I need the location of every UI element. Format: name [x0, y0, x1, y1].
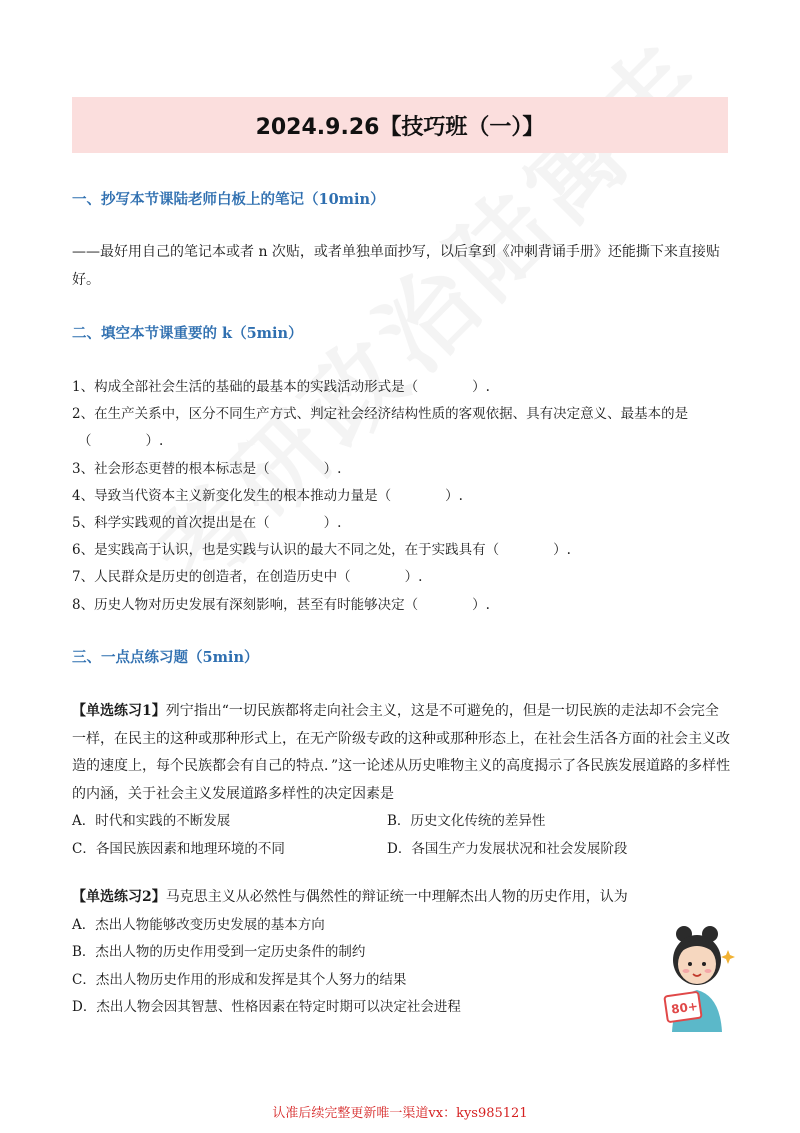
section-1-note: ——最好用自己的笔记本或者 n 次贴，或者单独单面抄写，以后拿到《冲刺背诵手册》还能撕下来直接贴好。 — [72, 244, 720, 288]
exercise-1-option-a[interactable]: A．时代和实践的不断发展 — [72, 813, 231, 829]
exercise-1-option-b[interactable]: B．历史文化传统的差异性 — [387, 813, 546, 829]
question-8: 8、历史人物对历史发展有深刻影响，甚至有时能够决定（ ）. — [72, 596, 490, 613]
question-4: 4、导致当代资本主义新变化发生的根本推动力量是（ ）. — [72, 487, 463, 504]
exercise-2-stem — [72, 884, 732, 912]
exercise-1-option-d[interactable]: D．各国生产力发展状况和社会发展阶段 — [387, 840, 628, 857]
exercise-2-options — [72, 912, 732, 1022]
exercise-2 — [72, 884, 732, 1022]
exercise-1-text: 列宁指出“一切民族都将走向社会主义，这是不可避免的，但是一切民族的走法却不会完全一样，在民主的这种或那种形式上，在无产阶级专政的这种或那种形态上，在社会生活各方面的社会主义改造的速度上，每个民族都会有自己的特点．”这一论述从历史唯物主义的高度揭示了各民族发展道路的多样性的内涵，关于社会主义发展道路多样性的决定因素是 — [72, 703, 731, 802]
question-1: 1、构成全部社会生活的基础的最基本的实践活动形式是（ ）. — [72, 379, 490, 395]
exercise-2-option-b[interactable]: B．杰出人物的历史作用受到一定历史条件的制约 — [72, 944, 366, 960]
exercise-1 — [72, 698, 732, 863]
section-3-heading: 三、一点点练习题（5min） — [72, 649, 259, 666]
exercise-2-text: 马克思主义从必然性与偶然性的辩证统一中理解杰出人物的历史作用，认为 — [165, 889, 628, 905]
footer-notice: 认准后续完整更新唯一渠道vx：kys985121 — [272, 1106, 528, 1121]
mascot-badge: 80+ — [670, 999, 699, 1017]
question-3: 3、社会形态更替的根本标志是（ ）. — [72, 460, 342, 477]
exercise-1-option-c[interactable]: C．各国民族因素和地理环境的不同 — [72, 840, 285, 857]
question-2: 2、在生产关系中，区分不同生产方式、判定社会经济结构性质的客观依据、具有决定意义、最基本的是 — [72, 406, 689, 423]
title-banner — [72, 97, 728, 153]
exercise-2-option-c[interactable]: C．杰出人物历史作用的形成和发挥是其个人努力的结果 — [72, 971, 407, 988]
question-2-blank: （ ）. — [78, 433, 164, 450]
exercise-1-options — [72, 808, 732, 863]
section-1-heading: 一、抄写本节课陆老师白板上的笔记（10min） — [72, 191, 385, 208]
question-7: 7、人民群众是历史的创造者，在创造历史中（ ）. — [72, 569, 423, 586]
question-6: 6、是实践高于认识，也是实践与认识的最大不同之处，在于实践具有（ ）. — [72, 542, 571, 559]
exercise-1-tag: 【单选练习1】 — [72, 703, 166, 719]
exercise-2-tag: 【单选练习2】 — [72, 889, 166, 905]
section-2-heading: 二、填空本节课重要的 k（5min） — [72, 325, 303, 342]
exercise-2-option-d[interactable]: D．杰出人物会因其智慧、性格因素在特定时期可以决定社会进程 — [72, 999, 461, 1015]
page-title: 2024.9.26【技巧班（一）】 — [255, 114, 545, 140]
mascot-illustration — [656, 924, 742, 1034]
exercise-2-option-a[interactable]: A．杰出人物能够改变历史发展的基本方向 — [72, 916, 325, 933]
fill-blank-list — [72, 374, 732, 619]
question-5: 5、科学实践观的首次提出是在（ ）. — [72, 515, 342, 532]
exercise-1-stem — [72, 698, 732, 808]
